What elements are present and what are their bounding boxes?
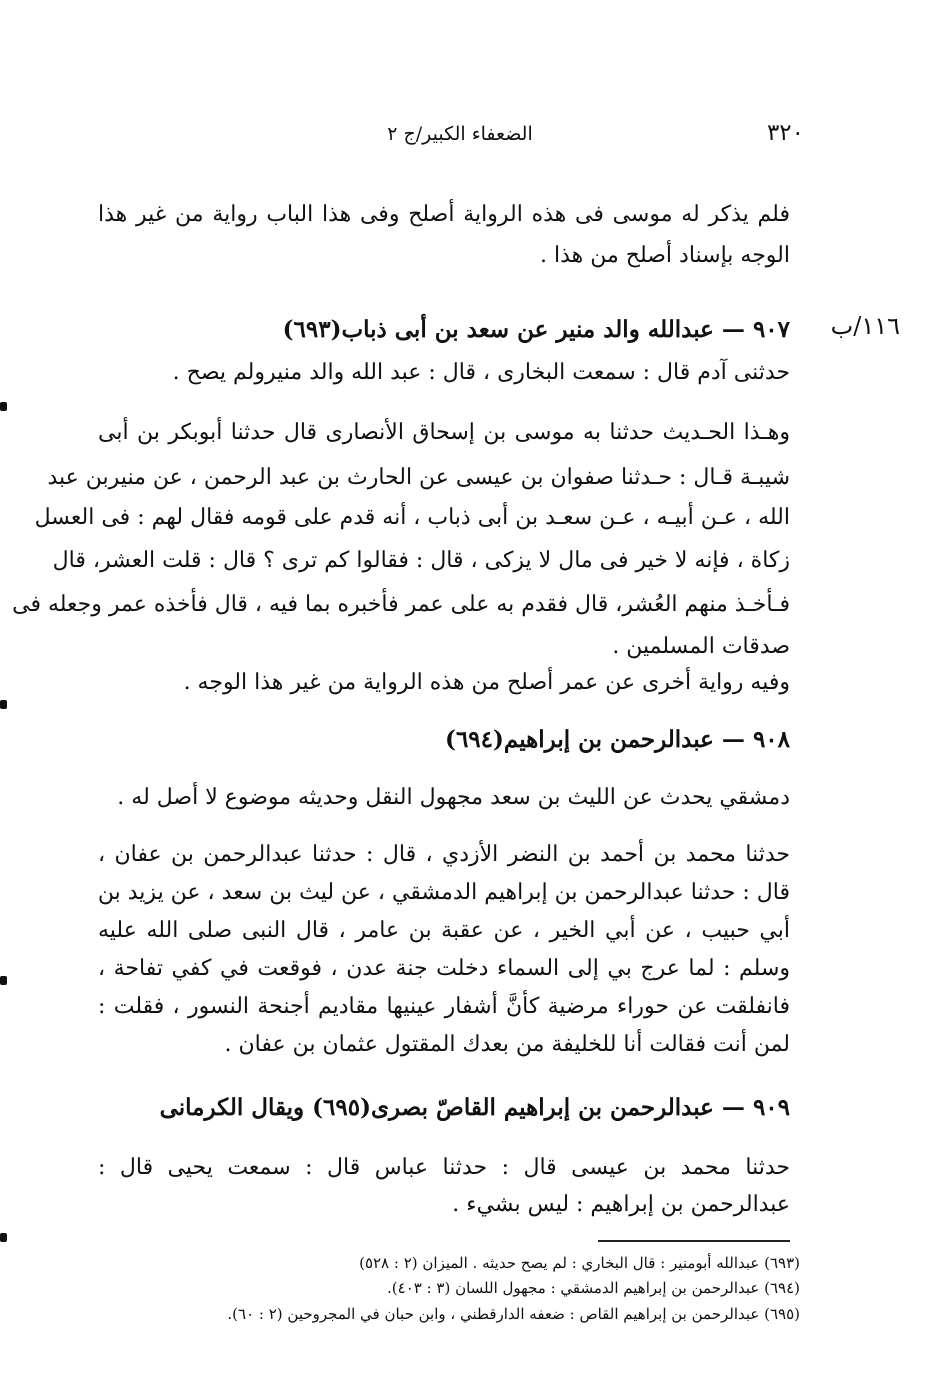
body-line: لمن أنت فقالت أنا للخليفة من بعدك المقتول عثمان بن عفان . <box>224 1032 790 1057</box>
manuscript-folio-note: ١١٦/ب <box>830 312 900 340</box>
body-line: حدثنا محمد بن أحمد بن النضر الأزدي ، قال : حدثنا عبدالرحمن بن عفان ، <box>98 842 790 867</box>
body-line: حدثنى آدم قال : سمعت البخارى ، قال : عبد الله والد منيرولم يصح . <box>172 360 790 385</box>
body-line: فانفلقت عن حوراء مرضية كأنَّ أشفار عينيها مقاديم أجنحة النسور ، فقلت : <box>98 994 790 1019</box>
footnote-694: (٦٩٤) عبدالرحمن بن إبراهيم الدمشقي : مجهول اللسان (٣ : ٤٠٣). <box>387 1279 800 1297</box>
scan-edge-mark <box>0 700 7 709</box>
body-line: الله ، عـن أبيـه ، عـن سعـد بن أبى ذباب ، أنه قدم على قومه فقال لهم : فى العسل <box>34 505 790 530</box>
body-line: فـأخـذ منهم العُشر، قال فقدم به على عمر فأخبره بما فيه ، قال فأخذه عمر وجعله فى <box>12 592 790 617</box>
body-line: أبي حبيب ، عن أبي الخير ، عن عقبة بن عامر ، قال النبى صلى الله عليه <box>98 918 790 943</box>
entry-heading-907 <box>150 316 790 343</box>
body-line: عبدالرحمن بن إبراهيم : ليس بشيء . <box>452 1192 790 1217</box>
body-line: قال : حدثنا عبدالرحمن بن إبراهيم الدمشقي ، عن ليث بن سعد ، عن يزيد بن <box>97 880 790 905</box>
body-line: زكاة ، فإنه لا خير فى مال لا يزكى ، قال : فقالوا كم ترى ؟ قال : قلت العشر، قال <box>52 548 790 573</box>
body-line: صدقات المسلمين . <box>612 634 790 659</box>
scan-edge-mark <box>0 1233 7 1242</box>
footnote-693: (٦٩٣) عبدالله أبومنير : قال البخاري : لم يصح حديثه . الميزان (٢ : ٥٢٨) <box>359 1254 800 1272</box>
body-line: فلم يذكر له موسى فى هذه الرواية أصلح وفى هذا الباب رواية من غير هذا <box>98 202 790 227</box>
body-line: دمشقي يحدث عن الليث بن سعد مجهول النقل وحديثه موضوع لا أصل له . <box>117 785 790 810</box>
entry-number: ٩٠٨ — <box>721 726 790 753</box>
body-line: شيبـة قـال : حـدثنا صفوان بن عيسى عن الحارث بن عبد الرحمن ، عن منيربن عبد <box>47 465 790 490</box>
body-line: حدثنا محمد بن عيسى قال : حدثنا عباس قال : سمعت يحيى قال : <box>98 1155 790 1180</box>
body-line: وفيه رواية أخرى عن عمر أصلح من هذه الرواية من غير هذا الوجه . <box>183 670 790 695</box>
entry-heading-909 <box>150 1094 790 1121</box>
scan-edge-mark <box>0 976 7 985</box>
body-line: وسلم : لما عرج بي إلى السماء دخلت جنة عدن ، فوقعت في كفي تفاحة ، <box>98 956 790 981</box>
entry-number: ٩٠٩ — <box>721 1094 790 1121</box>
entry-heading-908 <box>150 726 790 753</box>
scan-edge-mark <box>0 402 7 411</box>
entry-number: ٩٠٧ — <box>721 316 790 343</box>
body-line: وهـذا الحـديث حدثنا به موسى بن إسحاق الأنصارى قال حدثنا أبوبكر بن أبى <box>98 420 790 445</box>
footnote-separator <box>598 1240 790 1242</box>
entry-title: عبدالرحمن بن إبراهيم(٦٩٤) <box>445 726 714 753</box>
body-line: الوجه بإسناد أصلح من هذا . <box>539 243 790 268</box>
entry-title: عبدالله والد منير عن سعد بن أبى ذباب(٦٩٣) <box>282 316 714 343</box>
entry-title: عبدالرحمن بن إبراهيم القاصّ بصرى(٦٩٥) ويقال الكرمانى <box>159 1094 714 1121</box>
footnote-695: (٦٩٥) عبدالرحمن بن إبراهيم القاص : ضعفه الدارقطني ، وابن حبان في المجروحين (٢ : ٦٠). <box>227 1305 800 1323</box>
page-number: ٣٢٠ <box>766 120 804 146</box>
running-title: الضعفاء الكبير/ج ٢ <box>387 123 533 145</box>
